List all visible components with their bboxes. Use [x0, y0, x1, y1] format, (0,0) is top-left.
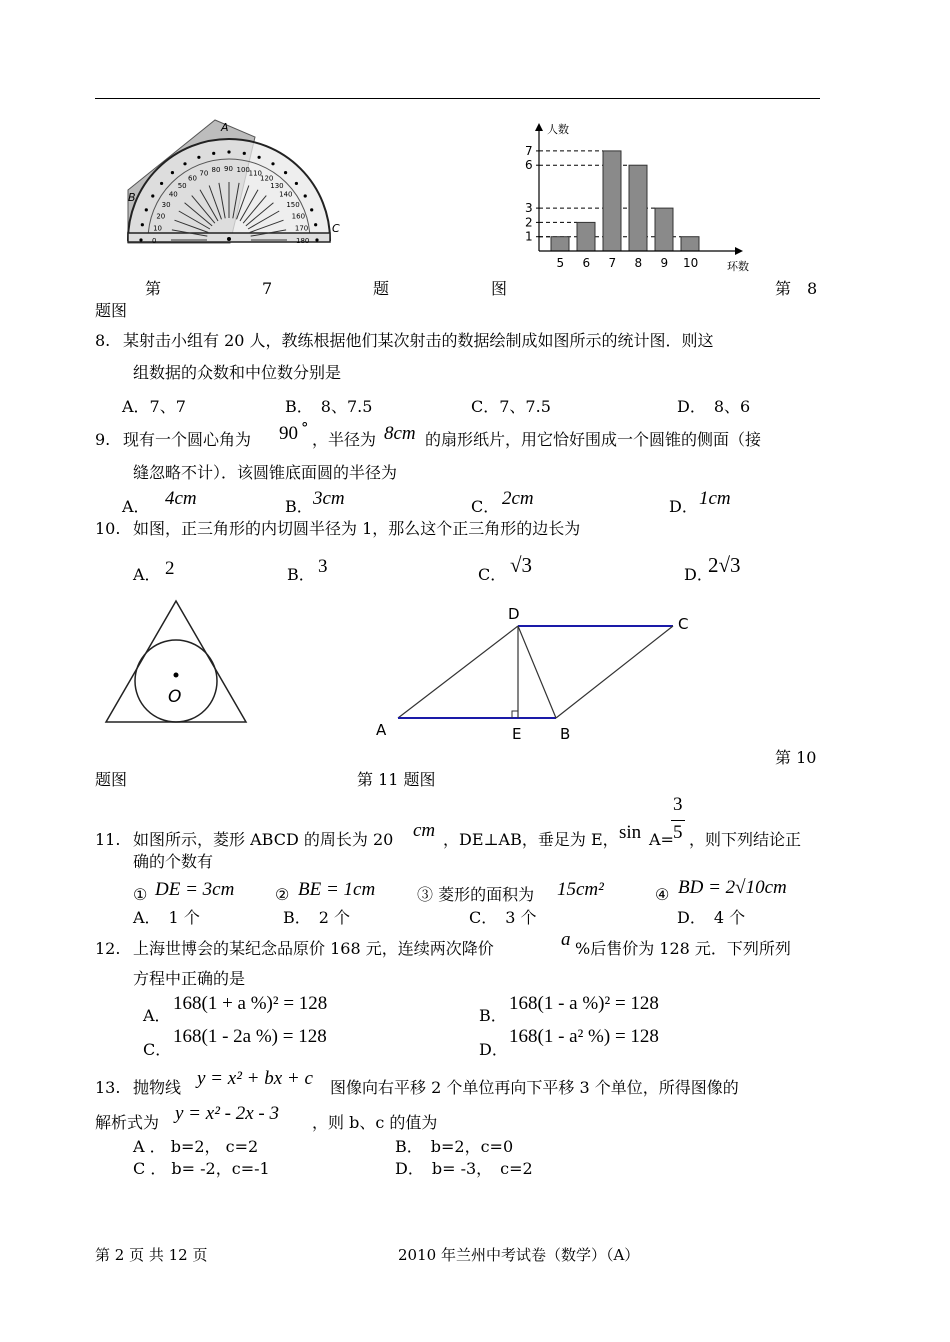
q12-option-d-value: 168(1 - a² %) = 128 — [509, 1026, 659, 1047]
point-label-a: A — [221, 121, 229, 134]
q11-post: ，则下列结论正 — [689, 830, 802, 849]
protractor-scale-label: 40 — [168, 190, 178, 199]
protractor-scale-label: 180 — [296, 237, 310, 245]
q9-pre: 现有一个圆心角为 — [123, 430, 252, 449]
protractor-dot — [227, 150, 230, 153]
fig8-caption-wrap: 题图 — [95, 301, 128, 320]
q10-option-b-value: 3 — [318, 556, 328, 577]
chart-x-tick-label: 8 — [634, 256, 643, 270]
chart-x-tick-label: 5 — [556, 256, 565, 270]
center-label-o: O — [168, 687, 182, 707]
protractor-scale-label: 110 — [248, 169, 263, 178]
q10-option-a-letter: A． — [133, 565, 161, 584]
protractor-scale-label: 170 — [294, 224, 309, 233]
protractor-scale-label: 60 — [188, 174, 197, 183]
protractor-dot — [141, 223, 144, 226]
protractor-scale-label: 30 — [161, 201, 171, 209]
q11-number: 11. — [95, 830, 121, 849]
q12-option-b-value: 168(1 - a %)² = 128 — [509, 993, 659, 1014]
protractor-dot — [295, 182, 298, 185]
protractor-dot — [197, 156, 200, 159]
protractor-scale-label: 120 — [260, 174, 274, 183]
protractor-dot — [160, 182, 163, 185]
q8-line1: 某射击小组有 20 人，教练根据他们某次射击的数据绘制成如图所示的统计图．则这 — [123, 331, 714, 350]
chart-bar — [629, 165, 647, 251]
chart-y-tick-label: 6 — [525, 158, 533, 173]
q11-fraction-bar — [671, 820, 685, 821]
chart-x-tick-label: 10 — [683, 256, 699, 270]
protractor-scale-label: 140 — [279, 190, 293, 199]
fig7-caption-2: 7 — [262, 279, 273, 298]
fig8-caption: 第 8 — [775, 279, 818, 298]
q9-option-d-value: 1cm — [699, 488, 731, 509]
incircle-triangle-figure — [100, 595, 255, 727]
protractor-dot — [171, 171, 174, 174]
q11-unit: cm — [413, 820, 436, 841]
q8-line2: 组数据的众数和中位数分别是 — [133, 363, 342, 382]
header-rule — [95, 98, 820, 99]
q11-option-a: A． 1 个 — [133, 908, 200, 927]
fig7-caption-1: 第 — [145, 279, 162, 298]
q12-option-c-value: 168(1 - 2a %) = 128 — [173, 1026, 327, 1047]
q8-number: 8. — [95, 331, 111, 350]
q13-option-a: A ． b=2， c=2 — [133, 1137, 259, 1156]
q9-post: 的扇形纸片，用它恰好围成一个圆锥的侧面（接 — [425, 430, 762, 449]
q10-option-c-letter: C． — [478, 565, 507, 584]
q13-number: 13. — [95, 1078, 121, 1097]
q11-conclusion-1-marker: ① — [133, 885, 148, 904]
q12-post: %后售价为 128 元．下列所列 — [575, 939, 791, 958]
bar-chart — [505, 115, 775, 275]
q11-conclusion-2-marker: ② — [275, 885, 290, 904]
q11-option-b: B． 2 个 — [283, 908, 351, 927]
protractor-scale-label: 160 — [291, 212, 306, 221]
q12-option-d-letter: D． — [479, 1040, 508, 1059]
q13-equation-2: y = x² - 2x - 3 — [175, 1103, 279, 1124]
chart-x-tick-label: 7 — [608, 256, 617, 270]
protractor-scale-label: 100 — [236, 166, 250, 175]
q8-option-c: C．7、7.5 — [471, 397, 551, 416]
protractor-scale-label: 20 — [156, 212, 166, 221]
protractor-dot — [139, 238, 142, 241]
q9-option-a-letter: A． — [122, 497, 150, 516]
chart-y-tick-label: 2 — [525, 215, 533, 230]
q11-sin-a: A= — [649, 830, 674, 849]
q10-option-d-letter: D． — [684, 565, 713, 584]
chart-y-tick-label: 7 — [525, 143, 533, 158]
q9-radius: 8cm — [384, 423, 416, 444]
protractor-dot — [151, 194, 154, 197]
protractor-scale-label: 90 — [224, 165, 233, 173]
chart-x-tick-label: 6 — [582, 256, 591, 270]
q13-option-d: D． b= -3， c=2 — [395, 1159, 533, 1178]
q9-option-c-value: 2cm — [502, 488, 534, 509]
q11-sin: sin — [619, 822, 642, 843]
chart-bar — [681, 237, 699, 251]
protractor-dot — [315, 238, 318, 241]
fig10-caption-wrap: 题图 — [95, 770, 128, 789]
vertex-label-e: E — [512, 725, 522, 743]
footer-page-number: 第 2 页 共 12 页 — [95, 1246, 208, 1264]
protractor-dot — [304, 194, 307, 197]
q12-pre: 上海世博会的某纪念品原价 168 元，连续两次降价 — [133, 939, 494, 958]
q10-line1: 如图，正三角形的内切圆半径为 1，那么这个正三角形的边长为 — [133, 519, 581, 538]
chart-ylabel: 人数 — [547, 123, 569, 136]
q12-number: 12. — [95, 939, 121, 958]
q11-pre: 如图所示，菱形 ABCD 的周长为 20 — [133, 830, 394, 849]
q13-option-c: C ． b= -2，c=-1 — [133, 1159, 270, 1178]
q8-option-b: B． 8、7.5 — [285, 397, 373, 416]
fig7-caption-4: 图 — [491, 279, 508, 298]
q11-conclusion-2: BE = 1cm — [298, 879, 376, 900]
protractor-dot — [310, 208, 313, 211]
protractor-scale-label: 70 — [199, 169, 209, 178]
q11-conclusion-3-text: ③ 菱形的面积为 — [417, 885, 535, 904]
q10-option-b-letter: B． — [287, 565, 315, 584]
fig11-caption: 第 11 题图 — [357, 770, 436, 789]
q12-option-c-letter: C． — [143, 1040, 172, 1059]
q13-post: 图像向右平移 2 个单位再向下平移 3 个单位，所得图像的 — [330, 1078, 739, 1097]
q13-line2-pre: 解析式为 — [95, 1113, 160, 1132]
q11-conclusion-3-value: 15cm² — [557, 879, 604, 900]
q13-equation-1: y = x² + bx + c — [197, 1068, 313, 1089]
protractor-dot — [314, 223, 317, 226]
protractor-scale-label: 10 — [153, 224, 163, 233]
chart-xlabel: 环数 — [727, 260, 749, 273]
q9-option-b-value: 3cm — [313, 488, 345, 509]
chart-bar — [551, 237, 569, 251]
q11-mid: ，DE⊥AB，垂足为 E， — [443, 830, 619, 849]
protractor-dot — [145, 208, 148, 211]
q10-option-d-value: 2√3 — [708, 553, 741, 577]
protractor-scale-label: 80 — [211, 166, 221, 175]
protractor-dot — [212, 152, 215, 155]
q12-option-b-letter: B． — [479, 1006, 507, 1025]
q12-option-a-value: 168(1 + a %)² = 128 — [173, 993, 328, 1014]
q11-option-d: D． 4 个 — [677, 908, 746, 927]
q9-option-c-letter: C． — [471, 497, 500, 516]
q10-option-a-value: 2 — [165, 558, 175, 579]
q11-conclusion-1: DE = 3cm — [155, 879, 235, 900]
protractor-dot — [183, 162, 186, 165]
protractor-scale-label: 0 — [152, 237, 157, 245]
q9-number: 9. — [95, 430, 111, 449]
q13-line2-post: ，则 b、c 的值为 — [312, 1113, 438, 1132]
q9-angle: 90 — [279, 423, 298, 444]
chart-bar — [603, 151, 621, 251]
chart-bar — [655, 208, 673, 251]
point-label-c: C — [332, 222, 340, 235]
q9-option-a-value: 4cm — [165, 488, 197, 509]
q11-fraction-numerator: 3 — [673, 794, 683, 815]
chart-bar — [577, 222, 595, 251]
q9-degree: ° — [301, 419, 309, 437]
q9-option-d-letter: D． — [669, 497, 698, 516]
q10-option-c-value: √3 — [510, 553, 533, 577]
protractor-dot — [271, 162, 274, 165]
q8-option-a: A．7、7 — [122, 397, 186, 416]
q12-var: a — [561, 929, 571, 950]
q9-mid: ，半径为 — [312, 430, 377, 449]
q13-option-b: B． b=2，c=0 — [395, 1137, 514, 1156]
fig10-caption: 第 10 — [775, 748, 817, 767]
chart-x-tick-label: 9 — [660, 256, 669, 270]
vertex-label-a: A — [376, 721, 387, 739]
q11-option-c: C． 3 个 — [469, 908, 537, 927]
q10-number: 10. — [95, 519, 121, 538]
protractor-scale-label: 50 — [177, 181, 187, 190]
q11-line2: 确的个数有 — [133, 852, 214, 871]
q13-pre: 抛物线 — [133, 1078, 182, 1097]
rhombus-figure — [370, 598, 710, 748]
q12-line2: 方程中正确的是 — [133, 969, 246, 988]
footer-title: 2010 年兰州中考试卷（数学）（A） — [398, 1246, 640, 1264]
vertex-label-d: D — [508, 605, 520, 623]
point-label-b: B — [128, 191, 136, 204]
protractor-dot — [284, 171, 287, 174]
q12-option-a-letter: A． — [143, 1006, 171, 1025]
q11-conclusion-4: BD = 2√10cm — [678, 877, 787, 898]
protractor-figure — [120, 115, 345, 250]
vertex-label-c: C — [678, 615, 689, 633]
q11-fraction-denominator: 5 — [673, 822, 683, 843]
q9-option-b-letter: B． — [285, 497, 313, 516]
q11-conclusion-4-marker: ④ — [655, 885, 670, 904]
fig7-caption-3: 题 — [373, 279, 390, 298]
protractor-scale-label: 150 — [286, 201, 300, 209]
q9-line2: 缝忽略不计）．该圆锥底面圆的半径为 — [133, 463, 398, 482]
protractor-dot — [243, 152, 246, 155]
vertex-label-b: B — [560, 725, 571, 743]
chart-y-tick-label: 1 — [525, 229, 533, 244]
protractor-dot — [257, 156, 260, 159]
q8-option-d: D． 8、6 — [677, 397, 751, 416]
protractor-scale-label: 130 — [270, 181, 284, 190]
chart-y-tick-label: 3 — [525, 201, 533, 216]
